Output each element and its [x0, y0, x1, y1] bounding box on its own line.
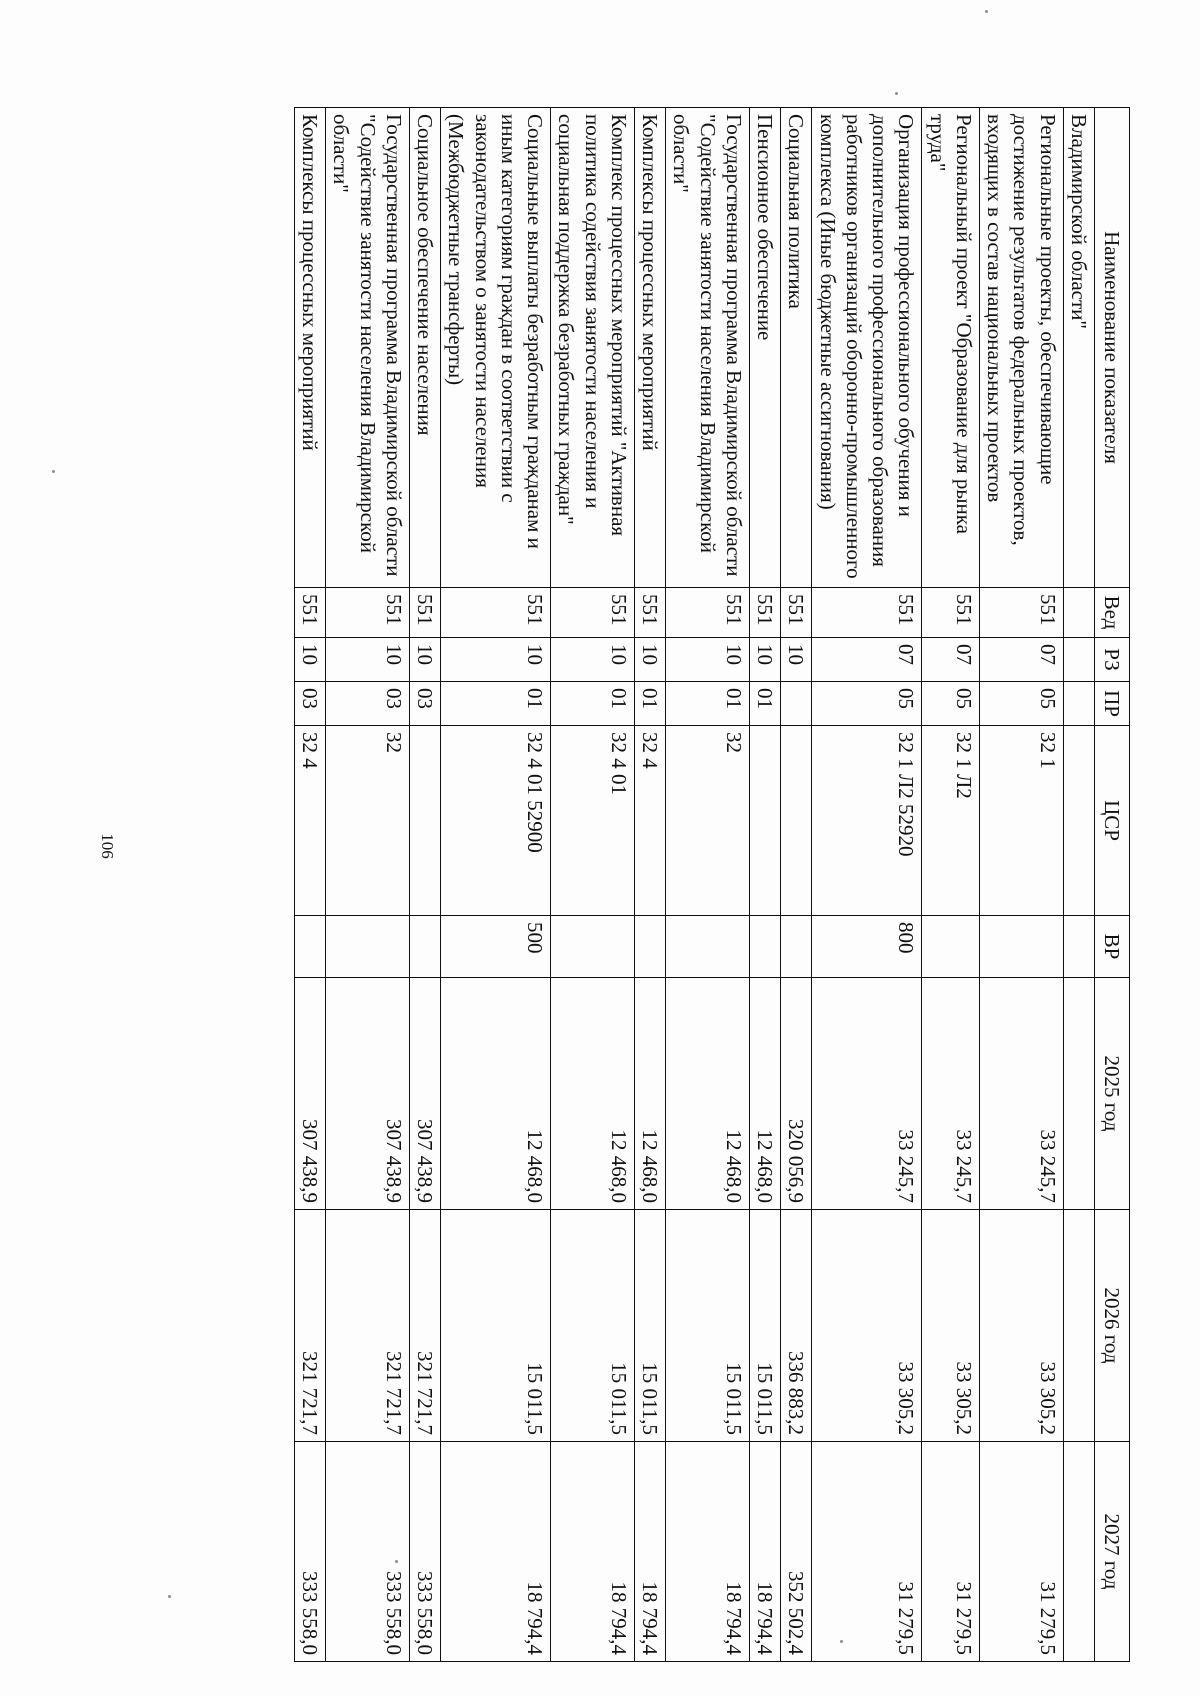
- cell-ved: 551: [326, 588, 410, 638]
- cell-ved: 551: [635, 588, 666, 638]
- cell-csr: 32 4: [635, 726, 666, 916]
- cell-2027: 352 502,4: [781, 1442, 812, 1662]
- cell-vr: 500: [441, 916, 551, 978]
- cell-vr: [750, 916, 781, 978]
- cell-rz: 10: [410, 638, 441, 682]
- header-2027: 2027 год: [1095, 1442, 1130, 1662]
- cell-pr: 05: [980, 682, 1064, 726]
- cell-name: Владимирской области": [1063, 108, 1094, 588]
- cell-csr: [750, 726, 781, 916]
- cell-pr: 01: [666, 682, 750, 726]
- table-row: [812, 108, 922, 1662]
- cell-2027: 333 558,0: [295, 1442, 326, 1662]
- cell-2025: 12 468,0: [441, 978, 551, 1210]
- cell-2026: 15 011,5: [635, 1210, 666, 1442]
- cell-2026: [1063, 1210, 1094, 1442]
- cell-2026: 321 721,7: [410, 1210, 441, 1442]
- cell-2025: 33 245,7: [922, 978, 980, 1210]
- cell-2026: 336 883,2: [781, 1210, 812, 1442]
- cell-pr: 05: [812, 682, 922, 726]
- cell-rz: 10: [326, 638, 410, 682]
- cell-rz: 10: [441, 638, 551, 682]
- cell-ved: 551: [551, 588, 635, 638]
- cell-name: Комплекс процессных мероприятий "Активная политика содействия занятости населения и социальная поддержка безработных граждан": [551, 108, 635, 588]
- cell-csr: 32: [326, 726, 410, 916]
- cell-2026: 15 011,5: [750, 1210, 781, 1442]
- cell-2025: 12 468,0: [750, 978, 781, 1210]
- budget-table-rotated: [170, 107, 1130, 1661]
- cell-csr: [781, 726, 812, 916]
- cell-ved: 551: [441, 588, 551, 638]
- cell-pr: 03: [326, 682, 410, 726]
- cell-rz: [1063, 638, 1094, 682]
- cell-vr: [326, 916, 410, 978]
- cell-rz: 10: [635, 638, 666, 682]
- cell-pr: 03: [410, 682, 441, 726]
- table-header: [1095, 108, 1130, 1662]
- cell-ved: 551: [666, 588, 750, 638]
- cell-vr: [410, 916, 441, 978]
- cell-2027: [1063, 1442, 1094, 1662]
- cell-pr: 01: [551, 682, 635, 726]
- table-row: [410, 108, 441, 1662]
- cell-2027: 18 794,4: [441, 1442, 551, 1662]
- cell-2025: 320 056,9: [781, 978, 812, 1210]
- header-2025: 2025 год: [1095, 978, 1130, 1210]
- table-row: [781, 108, 812, 1662]
- cell-name: Социальное обеспечение населения: [410, 108, 441, 588]
- cell-2027: 31 279,5: [922, 1442, 980, 1662]
- cell-2025: 33 245,7: [980, 978, 1064, 1210]
- header-vr: ВР: [1095, 916, 1130, 978]
- cell-pr: 01: [441, 682, 551, 726]
- cell-pr: 01: [635, 682, 666, 726]
- cell-2027: 18 794,4: [551, 1442, 635, 1662]
- cell-2026: 15 011,5: [551, 1210, 635, 1442]
- cell-csr: 32 4 01: [551, 726, 635, 916]
- cell-ved: 551: [781, 588, 812, 638]
- cell-rz: 07: [922, 638, 980, 682]
- header-ved: Вед: [1095, 588, 1130, 638]
- cell-ved: 551: [812, 588, 922, 638]
- table-row: [1063, 108, 1094, 1662]
- cell-vr: [635, 916, 666, 978]
- scan-speck: [840, 1640, 843, 1643]
- scan-speck: [395, 1560, 398, 1563]
- cell-2026: 15 011,5: [666, 1210, 750, 1442]
- cell-rz: 10: [551, 638, 635, 682]
- cell-rz: 10: [666, 638, 750, 682]
- table-row: [326, 108, 410, 1662]
- cell-vr: [295, 916, 326, 978]
- cell-rz: 10: [295, 638, 326, 682]
- cell-rz: 07: [980, 638, 1064, 682]
- table-row: [750, 108, 781, 1662]
- cell-ved: 551: [922, 588, 980, 638]
- table-row: [551, 108, 635, 1662]
- cell-vr: [781, 916, 812, 978]
- cell-2025: 12 468,0: [635, 978, 666, 1210]
- cell-2025: 12 468,0: [551, 978, 635, 1210]
- cell-csr: 32: [666, 726, 750, 916]
- cell-csr: [410, 726, 441, 916]
- cell-pr: [1063, 682, 1094, 726]
- cell-pr: 01: [750, 682, 781, 726]
- table-row: [666, 108, 750, 1662]
- cell-2027: 333 558,0: [410, 1442, 441, 1662]
- cell-rz: 10: [750, 638, 781, 682]
- header-row: [1095, 108, 1130, 1662]
- cell-ved: 551: [295, 588, 326, 638]
- cell-rz: 10: [781, 638, 812, 682]
- cell-2026: 33 305,2: [922, 1210, 980, 1442]
- cell-name: Государственная программа Владимирской области "Содействие занятости населения Владимирской области": [326, 108, 410, 588]
- cell-2027: 18 794,4: [750, 1442, 781, 1662]
- cell-2025: 307 438,9: [295, 978, 326, 1210]
- cell-csr: [1063, 726, 1094, 916]
- table-row: [980, 108, 1064, 1662]
- cell-name: Государственная программа Владимирской области "Содействие занятости населения Владимирской области": [666, 108, 750, 588]
- cell-pr: 03: [295, 682, 326, 726]
- cell-rz: 07: [812, 638, 922, 682]
- cell-name: Комплексы процессных мероприятий: [295, 108, 326, 588]
- header-csr: ЦСР: [1095, 726, 1130, 916]
- cell-ved: 551: [750, 588, 781, 638]
- cell-csr: 32 1 Л2 52920: [812, 726, 922, 916]
- cell-2026: 15 011,5: [441, 1210, 551, 1442]
- table-body: [295, 108, 1095, 1662]
- cell-2026: 321 721,7: [295, 1210, 326, 1442]
- header-name: Наименование показателя: [1095, 108, 1130, 588]
- cell-2027: 18 794,4: [666, 1442, 750, 1662]
- cell-csr: 32 4: [295, 726, 326, 916]
- cell-name: Пенсионное обеспечение: [750, 108, 781, 588]
- table-row: [922, 108, 980, 1662]
- cell-name: Комплексы процессных мероприятий: [635, 108, 666, 588]
- cell-2027: 31 279,5: [812, 1442, 922, 1662]
- cell-name: Региональный проект "Образование для рынка труда": [922, 108, 980, 588]
- cell-2025: 12 468,0: [666, 978, 750, 1210]
- cell-csr: 32 4 01 52900: [441, 726, 551, 916]
- scan-speck: [168, 1595, 171, 1598]
- cell-2025: 307 438,9: [410, 978, 441, 1210]
- table-row: [635, 108, 666, 1662]
- header-rz: РЗ: [1095, 638, 1130, 682]
- scan-speck: [52, 470, 55, 473]
- cell-2026: 33 305,2: [812, 1210, 922, 1442]
- table-row: [295, 108, 326, 1662]
- cell-2026: 33 305,2: [980, 1210, 1064, 1442]
- cell-ved: [1063, 588, 1094, 638]
- cell-2026: 321 721,7: [326, 1210, 410, 1442]
- header-2026: 2026 год: [1095, 1210, 1130, 1442]
- cell-2027: 18 794,4: [635, 1442, 666, 1662]
- cell-csr: 32 1: [980, 726, 1064, 916]
- cell-vr: [1063, 916, 1094, 978]
- cell-2025: 307 438,9: [326, 978, 410, 1210]
- table-row: [441, 108, 551, 1662]
- budget-table: [294, 107, 1130, 1662]
- cell-pr: [781, 682, 812, 726]
- cell-name: Организация профессионального обучения и дополнительного профессионального образования работников организаций оборонно-промышленного комплекса (Иные бюджетные ассигнования): [812, 108, 922, 588]
- cell-2027: 333 558,0: [326, 1442, 410, 1662]
- cell-name: Социальная политика: [781, 108, 812, 588]
- cell-2025: 33 245,7: [812, 978, 922, 1210]
- cell-vr: [922, 916, 980, 978]
- cell-pr: 05: [922, 682, 980, 726]
- scan-speck: [895, 92, 898, 95]
- cell-csr: 32 1 Л2: [922, 726, 980, 916]
- cell-vr: [551, 916, 635, 978]
- cell-vr: 800: [812, 916, 922, 978]
- cell-name: Региональные проекты, обеспечивающие достижение результатов федеральных проектов, входящих в состав национальных проектов: [980, 108, 1064, 588]
- cell-name: Социальные выплаты безработным гражданам и иным категориям граждан в соответствии с законодательством о занятости населения (Межбюджетные трансферты): [441, 108, 551, 588]
- cell-2027: 31 279,5: [980, 1442, 1064, 1662]
- cell-ved: 551: [410, 588, 441, 638]
- scan-speck: [985, 10, 988, 13]
- page-number: 106: [98, 833, 117, 859]
- cell-ved: 551: [980, 588, 1064, 638]
- cell-vr: [980, 916, 1064, 978]
- cell-2025: [1063, 978, 1094, 1210]
- cell-vr: [666, 916, 750, 978]
- header-pr: ПР: [1095, 682, 1130, 726]
